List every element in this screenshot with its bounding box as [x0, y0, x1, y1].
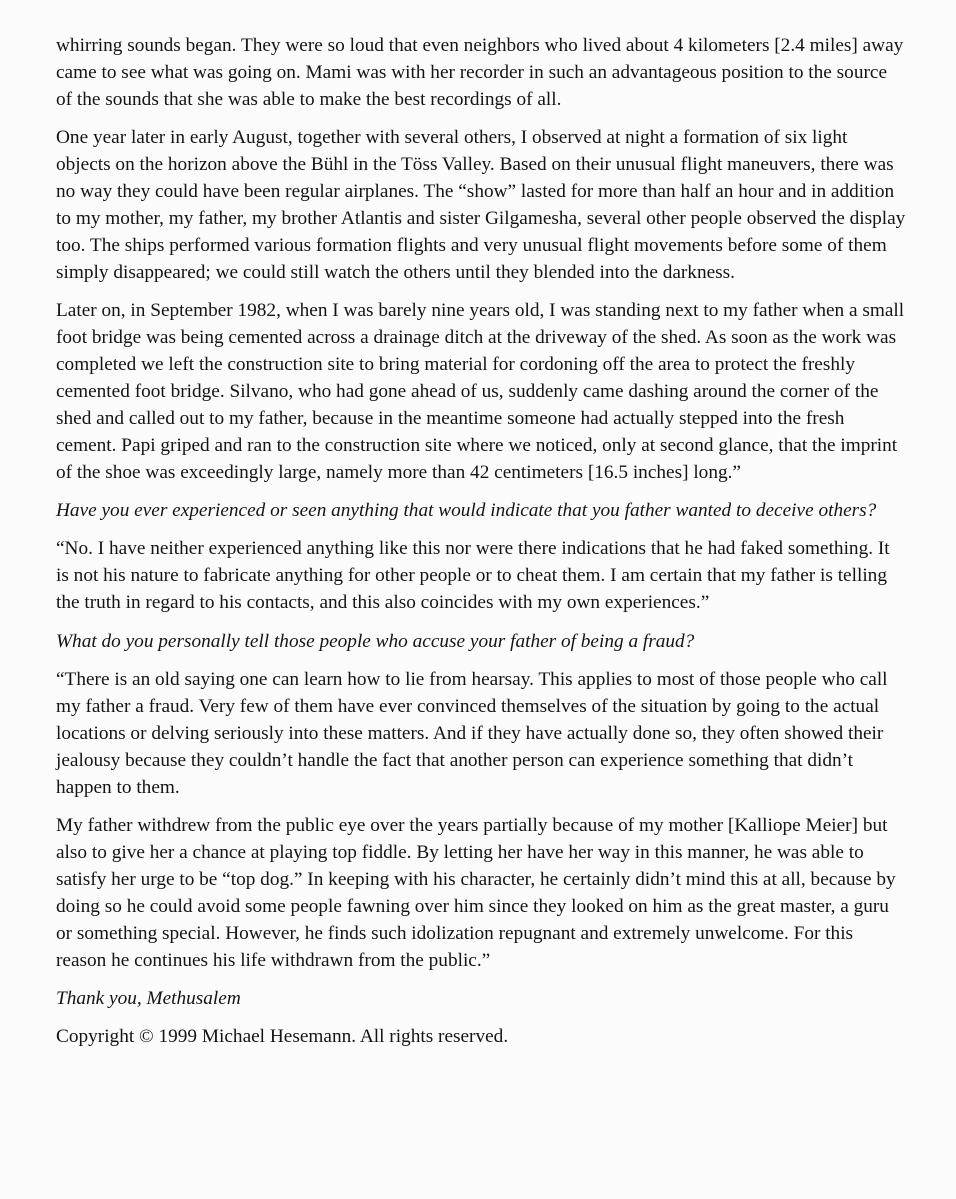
copyright-notice: Copyright © 1999 Michael Hesemann. All rights reserved. — [56, 1026, 509, 1048]
document-page — [56, 33, 906, 1063]
paragraph-light-objects: One year later in early August, together with several others, I observed at night a formation of six light objects on the horizon above the Bühl in the Töss Valley. Based on their unusual flight maneuvers, there was no way they could have been regular airplanes. The “show” lasted for more than half an hour and in addition to my mother, my father, my brother Atlantis and sister Gilgamesha, several other people observed the display too. The ships performed various formation flights and very unusual flight movements before some of them simply disappeared; we could still watch the others until they blended into the darkness. — [56, 127, 906, 283]
question-deceive: Have you ever experienced or seen anything that would indicate that you father wanted to deceive others? — [56, 500, 877, 521]
closing-thanks: Thank you, Methusalem — [56, 988, 241, 1009]
paragraph-whirring-sounds: whirring sounds began. They were so loud that even neighbors who lived about 4 kilometers [2.4 miles] away came to see what was going on. Mami was with her recorder in such an advantageous position to the source of the sounds that she was able to make the best recordings of all. — [56, 35, 904, 110]
answer-fraud: “There is an old saying one can learn how to lie from hearsay. This applies to most of those people who call my father a fraud. Very few of them have ever convinced themselves of the situation by going to the actual locations or delving seriously into these matters. And if they have actually done so, they often showed their jealousy because they couldn’t handle the fact that another person can experience something that didn’t happen to them. — [56, 669, 888, 798]
paragraph-father-withdrew: My father withdrew from the public eye over the years partially because of my mother [Kalliope Meier] but also to give her a chance at playing top fiddle. By letting her have her way in this manner, he was able to satisfy her urge to be “top dog.” In keeping with his character, he certainly didn’t mind this at all, because by doing so he could avoid some people fawning over him since they looked on him as the great master, a guru or something special. However, he finds such idolization repugnant and extremely unwelcome. For this reason he continues his life withdrawn from the public.” — [56, 815, 896, 971]
paragraph-foot-bridge: Later on, in September 1982, when I was barely nine years old, I was standing next to my father when a small foot bridge was being cemented across a drainage ditch at the driveway of the shed. As soon as the work was completed we left the construction site to bring material for cordoning off the area to protect the freshly cemented foot bridge. Silvano, who had gone ahead of us, suddenly came dashing around the corner of the shed and called out to my father, because in the meantime someone had actually stepped into the fresh cement. Papi griped and ran to the construction site where we noticed, only at second glance, that the imprint of the shoe was exceedingly large, namely more than 42 centimeters [16.5 inches] long.” — [56, 300, 905, 483]
answer-deceive: “No. I have neither experienced anything like this nor were there indications that he had faked something. It is not his nature to fabricate anything for other people or to cheat them. I am certain that my father is telling the truth in regard to his contacts, and this also coincides with my own experiences.” — [56, 538, 890, 614]
question-fraud: What do you personally tell those people who accuse your father of being a fraud? — [56, 630, 695, 652]
